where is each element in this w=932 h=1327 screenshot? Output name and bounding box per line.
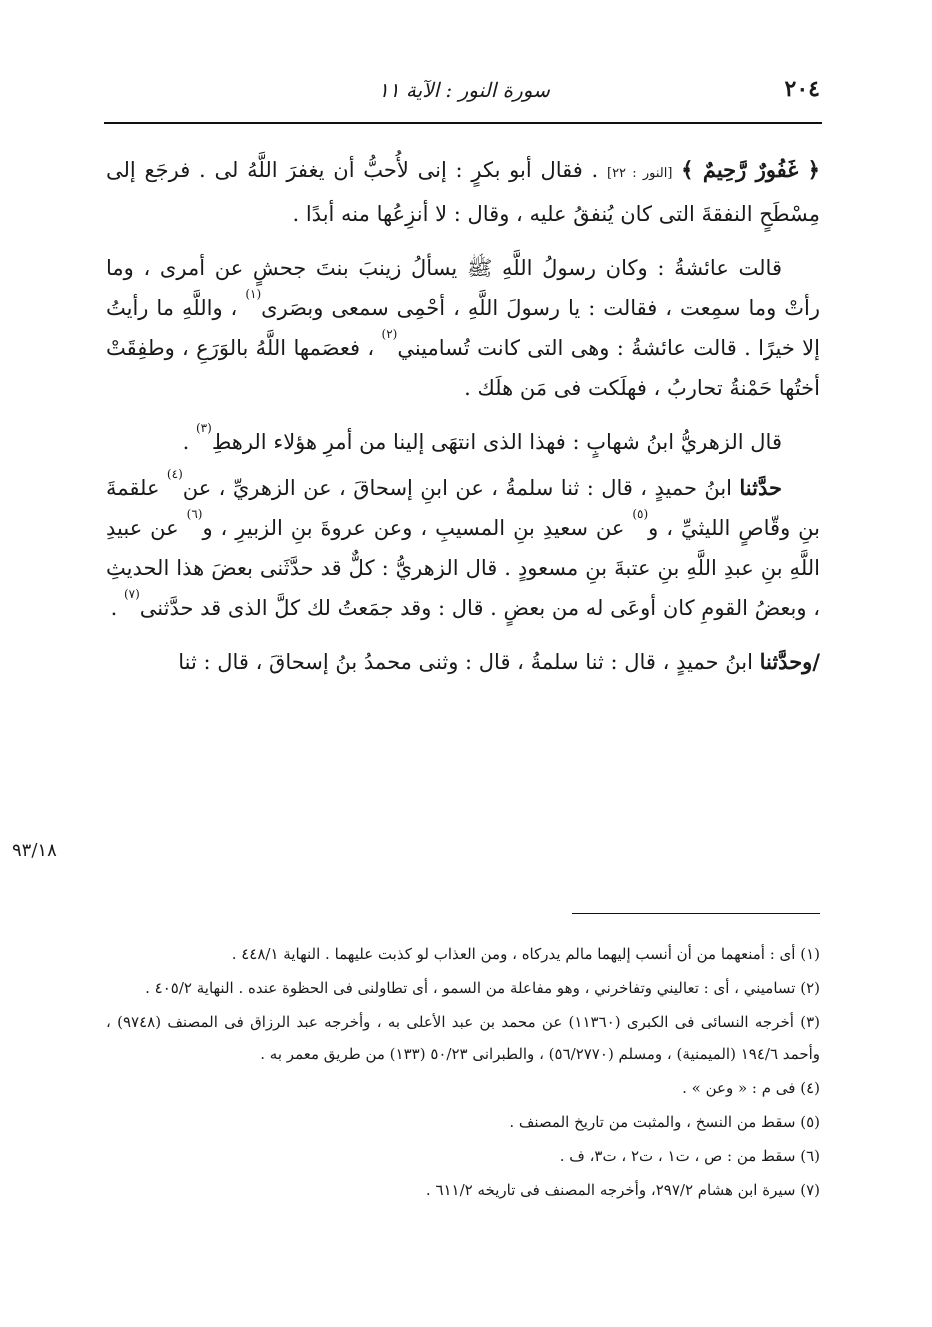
- paragraph-1-text: . فقال أبو بكرٍ : إنى لأُحبُّ أن يغفرَ اللَّهُ لى . فرجَع إلى مِسْطَحٍ النفقةَ التى كان يُنفقُ عليه ، وقال : لا أنزِعُها منه أبدًا .: [106, 158, 820, 226]
- paragraph-3: [106, 422, 820, 462]
- verse-reference: [النور : ٢٢]: [606, 166, 673, 181]
- paragraph-5: [106, 642, 820, 682]
- footnotes: [106, 938, 820, 1206]
- footnote-marker-1: (١): [245, 287, 262, 301]
- header-rule: [104, 122, 822, 124]
- paragraph-5-text: ابنُ حميدٍ ، قال : ثنا سلمةُ ، قال : وثنى محمدُ بنُ إسحاقَ ، قال : ثنا: [178, 650, 753, 674]
- footnote-marker-2: (٢): [381, 327, 398, 341]
- paragraph-2-text-a: قالت عائشةُ : وكان رسولُ اللَّهِ ﷺ يسألُ زينبَ بنتَ جحشٍ عن أمرى ، وما رأتْ وما سمِعت ، فقالت : يا رسولَ اللَّهِ ، أحْمِى سمعى وبصَرى: [106, 256, 820, 320]
- paragraph-3-text: قال الزهريُّ ابنُ شهابٍ : فهذا الذى انتهَى إلينا من أمرِ هؤلاء الرهطِ: [211, 430, 782, 454]
- footnote-5: (٥) سقط من النسخ ، والمثبت من تاريخ المصنف .: [509, 1113, 820, 1131]
- main-text: [106, 150, 820, 682]
- footnote-marker-3: (٣): [195, 421, 212, 435]
- quran-verse: ﴿ غَفُورٌ رَّحِيمٌ ﴾: [681, 157, 820, 182]
- footnote-4: (٤) فى م : « وعن » .: [682, 1079, 820, 1097]
- paragraph-2-text-b: ، واللَّهِ ما رأيتُ إلا خيرًا . قالت عائشةُ : وهى التى كانت تُساميني: [106, 296, 820, 360]
- footnote-1: (١) أى : أمنعهما من أن أنسب إليهما مالم يدركاه ، ومن العذاب لو كذبت عليهما . النهاية ٤٤٨/١ .: [231, 945, 820, 963]
- footnote-marker-6: (٦): [186, 507, 203, 521]
- paragraph-2: [106, 248, 820, 408]
- page-header: [108, 76, 820, 110]
- paragraph-3-end: .: [182, 430, 190, 454]
- footnote-marker-5: (٥): [632, 507, 649, 521]
- hadith-lead-word-2: وحدَّثنا: [759, 649, 813, 674]
- margin-reference: ٩٣/١٨: [12, 840, 57, 861]
- running-title: سورة النور : الآية ١١: [378, 78, 550, 102]
- paragraph-4-text-c: عن سعيدِ بنِ المسيبِ ، وعن عروةَ بنِ الزبيرِ ، و: [202, 516, 625, 540]
- page-number: ٢٠٤: [784, 76, 820, 102]
- paragraph-4-text-d: عن عبيدِ اللَّهِ بنِ عبدِ اللَّهِ بنِ عتبةَ بنِ مسعودٍ . قال الزهريُّ : كلٌّ قد حدَّثَنى بعضَ هذا الحديثِ ، وبعضُ القومِ كان أوعَى له من بعضٍ . قال : وقد جمَعتُ لك كلَّ الذى قد حدَّثنى: [106, 516, 820, 620]
- footnote-marker-7: (٧): [123, 587, 140, 601]
- hadith-lead-word: حدَّثنا: [739, 475, 782, 500]
- paragraph-4-text-a: ابنُ حميدٍ ، قال : ثنا سلمةُ ، عن ابنِ إسحاقَ ، عن الزهريِّ ، عن: [182, 476, 732, 500]
- slash-mark: /: [812, 649, 820, 674]
- footnote-6: (٦) سقط من : ص ، ت١ ، ت٢ ، ت٣، ف .: [559, 1147, 820, 1165]
- footnote-marker-4: (٤): [166, 467, 183, 481]
- footnote-2: (٢) تساميني ، أى : تعاليني وتفاخرني ، وهو مفاعلة من السمو ، أى تطاولنى فى الحظوة عنده . النهاية ٤٠٥/٢ .: [145, 979, 820, 997]
- paragraph-4: [106, 468, 820, 628]
- footnote-separator: [572, 913, 820, 914]
- paragraph-4-text-b: علقمةَ بنِ وقّاصٍ الليثيِّ ، و: [106, 476, 821, 540]
- paragraph-4-end: .: [110, 596, 118, 620]
- footnote-3: (٣) أخرجه النسائى فى الكبرى (١١٣٦٠) عن محمد بن عبد الأعلى به ، وأخرجه عبد الرزاق فى المصنف (٩٧٤٨) ، وأحمد ١٩٤/٦ (الميمنية) ، ومسلم (٥٦/٢٧٧٠) ، والطبرانى ٥٠/٢٣ (١٣٣) من طريق معمر به .: [106, 1013, 820, 1063]
- footnote-7: (٧) سيرة ابن هشام ٢٩٧/٢، وأخرجه المصنف فى تاريخه ٦١١/٢ .: [425, 1181, 820, 1199]
- paragraph-2-text-c: ، فعصَمها اللَّهُ بالوَرَعِ ، وطفِقَتْ أختُها حَمْنةُ تحاربُ ، فهلَكت فى مَن هلَك .: [106, 336, 820, 400]
- paragraph-1: [106, 150, 820, 234]
